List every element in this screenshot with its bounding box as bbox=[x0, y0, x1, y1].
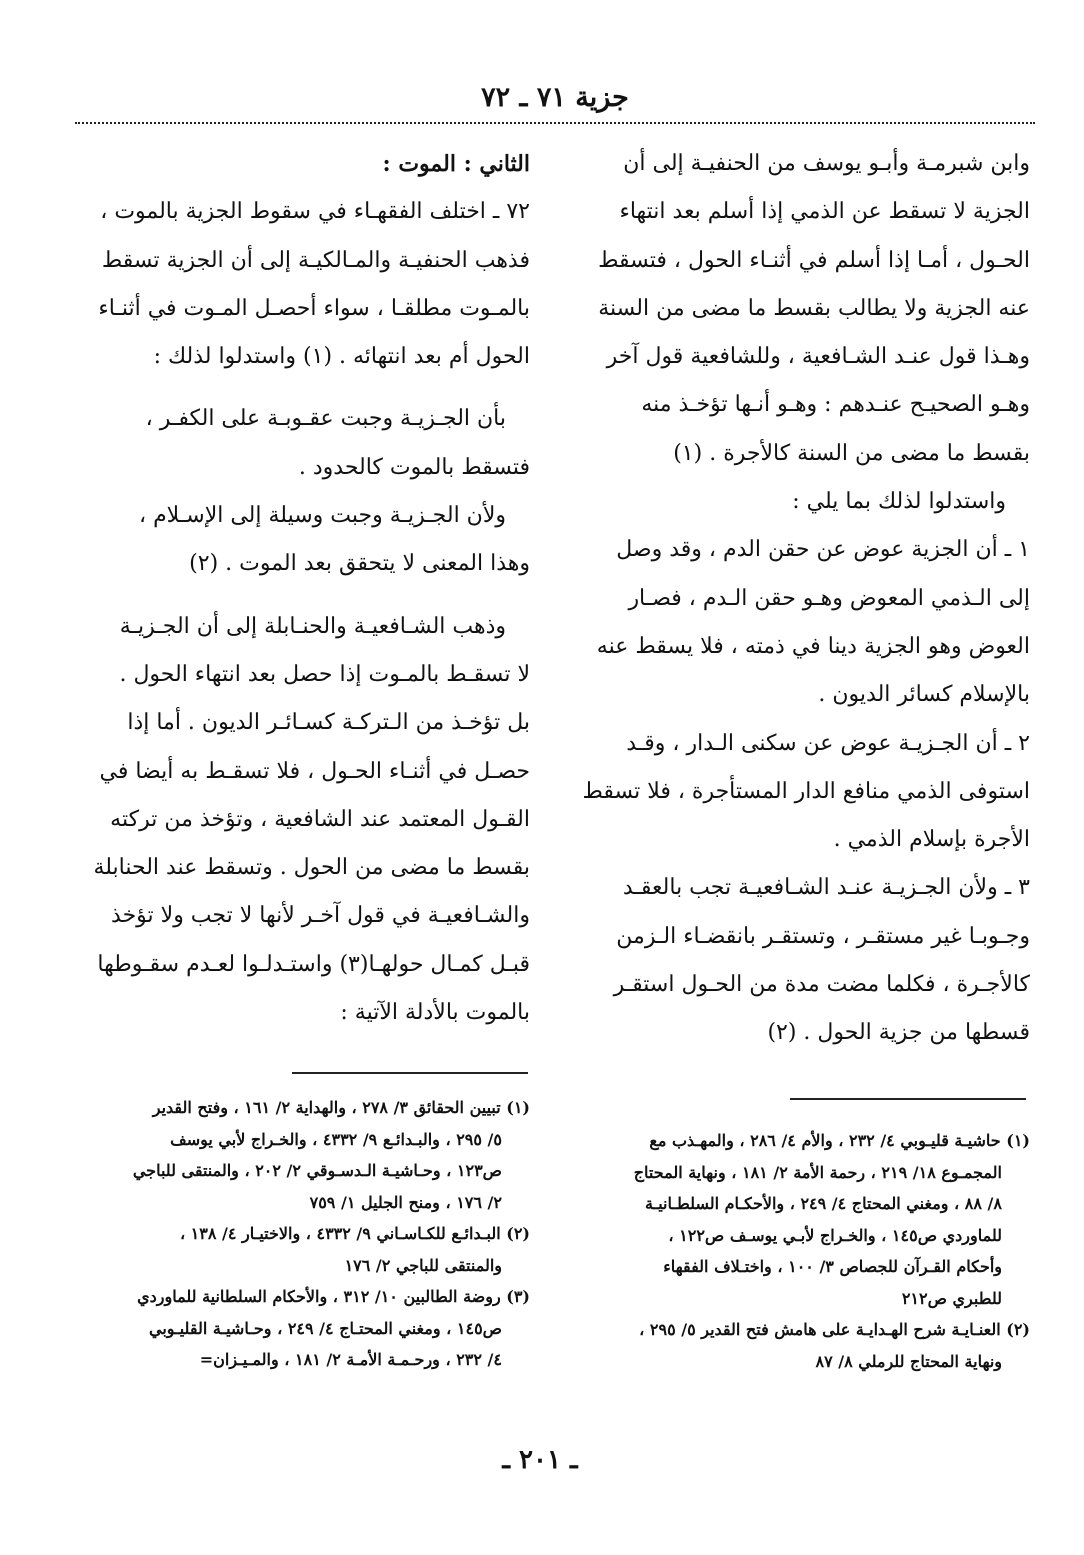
text-line: الجزية لا تسقط عن الذمي إذا أسلم بعد انتهاء bbox=[619, 199, 1030, 225]
text-line: بأن الجـزيـة وجبت عقـوبـة على الكفـر ، bbox=[145, 406, 506, 432]
text-line: بالإسلام كسائر الديون . bbox=[818, 682, 1030, 708]
footnote-line: (١) حاشيـة قليـوبي ٤/ ٢٣٢ ، والأم ٤/ ٢٨٦ ، والمهـذب مع bbox=[649, 1131, 1030, 1150]
text-line: وهذا المعنى لا يتحقق بعد الموت . (٢) bbox=[189, 551, 530, 577]
left-column bbox=[78, 140, 530, 1037]
footnote-line: للطبري ص٢١٢ bbox=[901, 1288, 1002, 1308]
text-line: الحـول ، أمـا إذا أسلم في أثنـاء الحول ، فتسقط bbox=[598, 247, 1030, 273]
text-line: عنه الجزية ولا يطالب بقسط ما مضى من السنة bbox=[598, 295, 1030, 321]
text-line: وابن شبرمـة وأبـو يوسف من الحنفيـة إلى أن bbox=[623, 151, 1030, 176]
text-line: القـول المعتمد عند الشافعية ، وتؤخذ من تركته bbox=[110, 806, 530, 832]
text-line: فذهب الحنفيـة والمـالكيـة إلى أن الجزية تسقط bbox=[101, 247, 530, 273]
text-line: لا تسقـط بالمـوت إذا حصل بعد انتهاء الحول . bbox=[119, 661, 530, 687]
text-line: فتسقط بالموت كالحدود . bbox=[298, 454, 530, 480]
footnote-line: ٨/ ٨٨ ، ومغني المحتاج ٤/ ٢٤٩ ، والأحكـام السلطـانيـة bbox=[644, 1194, 1002, 1213]
footnote-line: المجمـوع ١٨/ ٢١٩ ، رحمة الأمة ٢/ ١٨١ ، ونهاية المحتاج bbox=[633, 1162, 1002, 1182]
text-line: ١ ـ أن الجزية عوض عن حقن الدم ، وقد وصل bbox=[616, 537, 1030, 563]
text-line: وهـو الصحيـح عنـدهم : وهـو أنـها تؤخـذ منه bbox=[641, 392, 1030, 418]
text-line: الحول أم بعد انتهائه . (١) واستدلوا لذلك : bbox=[153, 344, 530, 370]
footnote-line: (٢) العنـايـة شرح الهـدايـة على هامش فتح القدير ٥/ ٢٩٥ ، bbox=[639, 1320, 1030, 1339]
footnote-line: (٣) روضة الطالبين ١٠/ ٣١٢ ، والأحكام السلطانية للماوردي bbox=[137, 1287, 530, 1306]
text-line: العوض وهو الجزية دينا في ذمته ، فلا يسقط عنه bbox=[596, 633, 1030, 659]
footnote-line: ص١٤٥ ، ومغني المحتـاج ٤/ ٢٤٩ ، وحـاشيـة القليـوبي bbox=[148, 1318, 502, 1338]
footnote-separator-left bbox=[292, 1072, 528, 1074]
text-line: حصـل في أثنـاء الحـول ، فلا تسقـط به أيضا في bbox=[99, 758, 530, 784]
text-line: بل تؤخـذ من الـتركـة كسـائـر الديون . أما إذا bbox=[127, 710, 530, 736]
footnote-line: للماوردي ص١٤٥ ، والخـراج لأبـي يوسـف ص١٢٢ ، bbox=[668, 1225, 1002, 1245]
footnote-line: (١) تبيين الحقائق ٣/ ٢٧٨ ، والهداية ٢/ ١٦١ ، وفتح القدير bbox=[152, 1098, 530, 1117]
text-line: ولأن الجـزيـة وجبت وسيلة إلى الإسـلام ، bbox=[138, 503, 506, 529]
footnote-separator-right bbox=[790, 1098, 1026, 1100]
text-line: قبـل كمـال حولهـا(٣) واستـدلـوا لعـدم سقـوطها bbox=[97, 951, 530, 977]
right-column bbox=[580, 140, 1030, 1058]
header-dotted-rule bbox=[75, 122, 1035, 124]
footnotes-right bbox=[578, 1125, 1030, 1377]
text-line: ٣ ـ ولأن الجـزيـة عنـد الشـافعيـة تجب بالعقـد bbox=[622, 875, 1030, 901]
text-line: وهـذا قول عنـد الشـافعية ، وللشافعية قول آخر bbox=[606, 344, 1030, 370]
footnote-line: (٢) البـدائـع للكـاسـاني ٩/ ٤٣٣٢ ، والاختيـار ٤/ ١٣٨ ، bbox=[179, 1224, 530, 1243]
footnote-line: والمنتقى للباجي ٢/ ١٧٦ bbox=[344, 1255, 502, 1275]
footnote-line: ص١٢٣ ، وحـاشيـة الـدسـوقي ٢/ ٢٠٢ ، والمنتقى للباجي bbox=[132, 1161, 502, 1180]
footnote-line: ٤/ ٢٣٢ ، ورحـمـة الأمـة ٢/ ١٨١ ، والمـيـزان= bbox=[199, 1350, 502, 1369]
page-number: ـ ٢٠١ ـ bbox=[502, 1445, 578, 1475]
page-header-title: جزية ٧١ ـ ٧٢ bbox=[481, 82, 629, 113]
section-subtitle: الثاني : الموت : bbox=[382, 151, 530, 177]
text-line: بقسط ما مضى من السنة كالأجرة . (١) bbox=[673, 440, 1030, 466]
footnotes-left bbox=[78, 1092, 530, 1376]
text-line: وجـوبـا غير مستقـر ، وتستقـر بانقضـاء الـزمن bbox=[616, 923, 1030, 949]
footnote-line: وأحكام القـرآن للجصاص ٣/ ١٠٠ ، واختـلاف الفقهاء bbox=[663, 1257, 1002, 1276]
text-line: ٧٢ ـ اختلف الفقهـاء في سقوط الجزية بالموت ، bbox=[100, 199, 530, 225]
text-line: بقسط ما مضى من الحول . وتسقط عند الحنابلة bbox=[93, 855, 530, 881]
text-line: والشـافعيـة في قول آخـر لأنها لا تجب ولا تؤخذ bbox=[111, 903, 530, 929]
text-line: ٢ ـ أن الجـزيـة عوض عن سكنى الـدار ، وقـد bbox=[626, 730, 1030, 756]
text-line: بالموت بالأدلة الآتية : bbox=[340, 1000, 530, 1026]
footnote-line: ونهاية المحتاج للرملي ٨/ ٨٧ bbox=[815, 1351, 1002, 1371]
text-line: استوفى الذمي منافع الدار المستأجرة ، فلا تسقط bbox=[582, 778, 1030, 804]
text-line: قسطها من جزية الحول . (٢) bbox=[767, 1020, 1030, 1046]
text-line: بالمـوت مطلقـا ، سواء أحصـل المـوت في أثنـاء bbox=[98, 295, 530, 321]
footnote-line: ٢/ ١٧٦ ، ومنح الجليل ١/ ٧٥٩ bbox=[309, 1192, 502, 1212]
text-line: واستدلوا لذلك بما يلي : bbox=[792, 489, 1006, 515]
text-line: الأجرة بإسلام الذمي . bbox=[833, 827, 1030, 853]
text-line: وذهب الشـافعيـة والحنـابلة إلى أن الجـزيـة bbox=[119, 613, 506, 639]
footnote-line: ٥/ ٢٩٥ ، والبـدائـع ٩/ ٤٣٣٢ ، والخـراج لأبي يوسف bbox=[170, 1129, 502, 1149]
text-line: إلى الـذمي المعوض وهـو حقن الـدم ، فصـار bbox=[628, 585, 1030, 611]
text-line: كالأجـرة ، فكلما مضت مدة من الحـول استقـر bbox=[613, 972, 1030, 998]
